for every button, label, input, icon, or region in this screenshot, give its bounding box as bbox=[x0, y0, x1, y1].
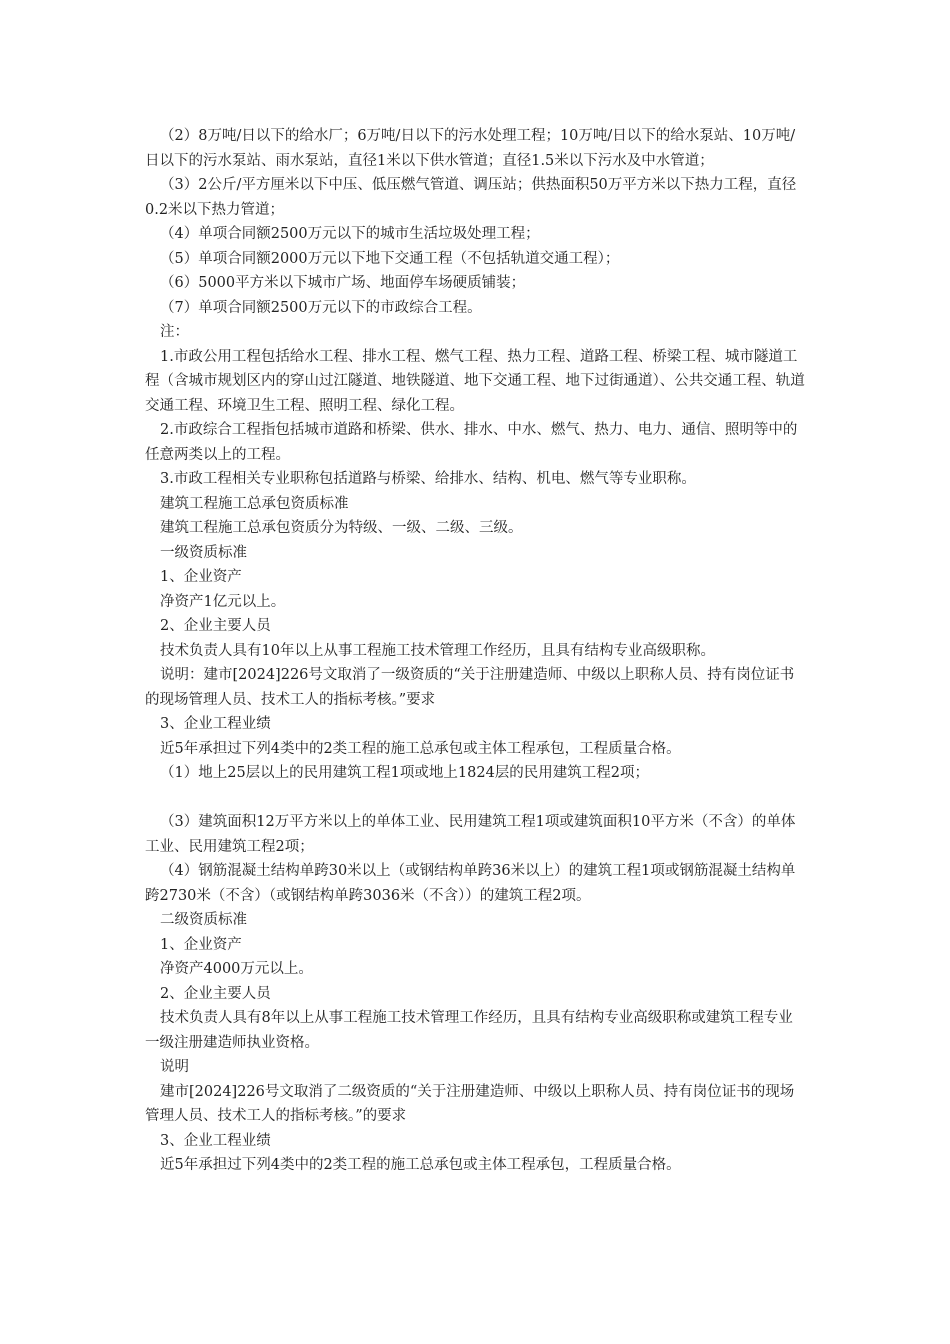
paragraph: （3）建筑面积12万平方米以上的单体工业、民用建筑工程1项或建筑面积10平方米（不含）的单体工业、民用建筑工程2项； bbox=[145, 814, 796, 855]
paragraph: （7）单项合同额2500万元以下的市政综合工程。 bbox=[160, 299, 482, 316]
paragraph: 2.市政综合工程指包括城市道路和桥梁、供水、排水、中水、燃气、热力、电力、通信、照明等中的任意两类以上的工程。 bbox=[145, 422, 798, 463]
paragraph: （4）钢筋混凝土结构单跨30米以上（或钢结构单跨36米以上）的建筑工程1项或钢筋混凝土结构单跨2730米（不含）（或钢结构单跨3036米（不含））的建筑工程2项。 bbox=[145, 863, 796, 904]
paragraph: 净资产4000万元以上。 bbox=[160, 961, 313, 977]
paragraph: 建筑工程施工总承包资质标准 bbox=[160, 495, 349, 512]
paragraph: 近5年承担过下列4类中的2类工程的施工总承包或主体工程承包，工程质量合格。 bbox=[160, 1157, 681, 1173]
paragraph: （4）单项合同额2500万元以下的城市生活垃圾处理工程； bbox=[160, 226, 540, 242]
paragraph: 建筑工程施工总承包资质分为特级、一级、二级、三级。 bbox=[160, 520, 523, 536]
paragraph: 近5年承担过下列4类中的2类工程的施工总承包或主体工程承包，工程质量合格。 bbox=[160, 740, 681, 757]
paragraph: 1、企业资产 bbox=[160, 936, 242, 953]
paragraph: 注： bbox=[160, 324, 189, 340]
paragraph: 3、企业工程业绩 bbox=[160, 716, 271, 732]
paragraph: 说明：建市[2024]226号文取消了一级资质的“关于注册建造师、中级以上职称人员、持有岗位证书的现场管理人员、技术工人的指标考核。”要求 bbox=[145, 667, 795, 708]
paragraph: （2）8万吨/日以下的给水厂；6万吨/日以下的污水处理工程；10万吨/日以下的给水泵站、10万吨/日以下的污水泵站、雨水泵站，直径1米以下供水管道；直径1.5米以下污水及中水管道； bbox=[145, 128, 796, 169]
paragraph: 一级资质标准 bbox=[160, 544, 247, 561]
paragraph: 说明 bbox=[160, 1059, 189, 1075]
blank-line bbox=[145, 786, 807, 811]
paragraph: 技术负责人具有10年以上从事工程施工技术管理工作经历，且具有结构专业高级职称。 bbox=[160, 642, 715, 659]
paragraph: 3、企业工程业绩 bbox=[160, 1132, 271, 1149]
paragraph: 3.市政工程相关专业职称包括道路与桥梁、给排水、结构、机电、燃气等专业职称。 bbox=[160, 471, 696, 487]
paragraph: 1、企业资产 bbox=[160, 569, 242, 585]
paragraph: （5）单项合同额2000万元以下地下交通工程（不包括轨道交通工程）； bbox=[160, 250, 620, 267]
paragraph: 建市[2024]226号文取消了二级资质的“关于注册建造师、中级以上职称人员、持有岗位证书的现场管理人员、技术工人的指标考核。”的要求 bbox=[145, 1083, 795, 1124]
paragraph: 净资产1亿元以上。 bbox=[160, 593, 286, 610]
paragraph: 2、企业主要人员 bbox=[160, 618, 271, 634]
paragraph: 技术负责人具有8年以上从事工程施工技术管理工作经历，且具有结构专业高级职称或建筑工程专业一级注册建造师执业资格。 bbox=[145, 1010, 793, 1051]
paragraph: （6）5000平方米以下城市广场、地面停车场硬质铺装； bbox=[160, 275, 526, 291]
paragraph: （1）地上25层以上的民用建筑工程1项或地上1824层的民用建筑工程2项； bbox=[160, 765, 650, 781]
paragraph: 二级资质标准 bbox=[160, 912, 247, 928]
paragraph: 2、企业主要人员 bbox=[160, 985, 271, 1002]
paragraph: 1.市政公用工程包括给水工程、排水工程、燃气工程、热力工程、道路工程、桥梁工程、城市隧道工程（含城市规划区内的穿山过江隧道、地铁隧道、地下交通工程、地下过街通道）、公共交通工程、轨道交通工程、环境卫生工程、照明工程、绿化工程。 bbox=[145, 348, 805, 414]
paragraph: （3）2公斤/平方厘米以下中压、低压燃气管道、调压站；供热面积50万平方米以下热力工程，直径0.2米以下热力管道； bbox=[145, 177, 797, 218]
document-body bbox=[145, 124, 807, 1178]
